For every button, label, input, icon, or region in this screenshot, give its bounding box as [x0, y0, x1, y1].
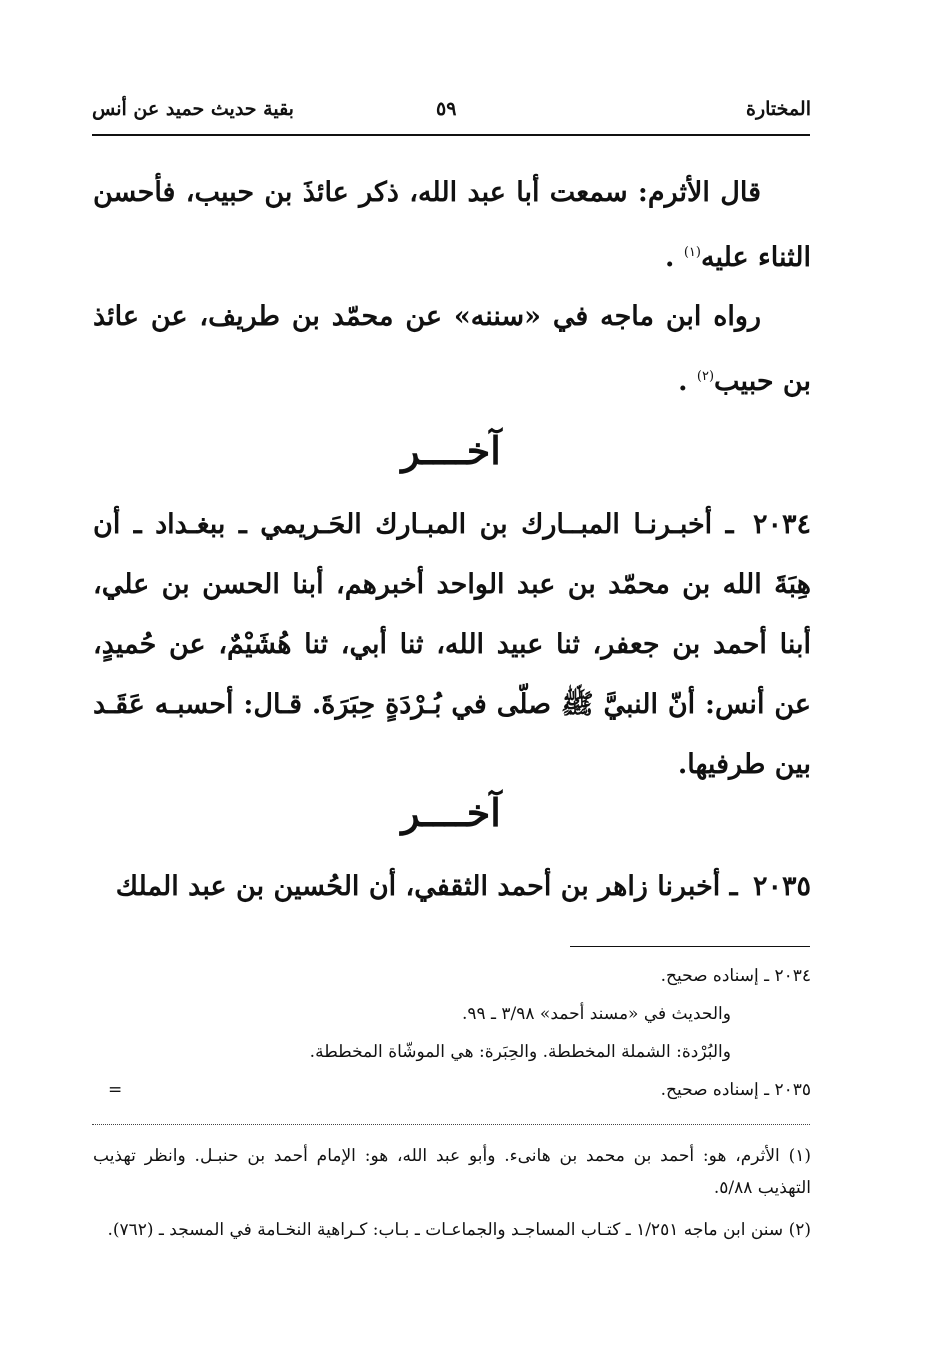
footnote-ref-2: (٢) — [696, 369, 715, 384]
hadith-text: ـ أخبـرنـا المبــارك بن المبـارك الحَـريمي ـ ببغـداد ـ أن هِبَةَ الله بن محمّد بن عبد الواحد أخبرهم، أبنا الحسن بن علي، أبنا أحمد بن جعفر، ثنا عبيد الله، ثنا أبي، ثنا هُشَيْمٌ، عن حُميدٍ، عن أنس: أنّ النبيَّ ﷺ صلّى في بُـرْدَةٍ حِبَرَةَ. قـال: أحسبـه عَقَـد بين طرفيها. — [93, 509, 811, 780]
section-heading: آخــــر — [401, 790, 501, 835]
note-isnad-2035: ٢٠٣٥ ـ إسناده صحيح. — [660, 1080, 811, 1100]
paragraph-athram: قال الأثرم: سمعت أبا عبد الله، ذكر عائذَ بن حبيب، فأحسن الثناء عليه$^{(١)}$ . — [93, 177, 811, 273]
footnote-2: (٢) سنن ابن ماجه ١/٢٥١ ـ كتـاب المساجـد والجماعـات ـ بـاب: كـراهية النخـامة في المسجد ـ (٧٦٢). — [107, 1220, 811, 1240]
header-rule — [92, 134, 810, 136]
notes-separator — [570, 946, 810, 947]
page-number: ٥٩ — [436, 98, 457, 120]
footnote-1: (١) الأثرم، هو: أحمد بن محمد بن هانىء. وأبو عبد الله، هو: الإمام أحمد بن حنبـل. وانظر تهذيب التهذيب ٥/٨٨. — [93, 1146, 811, 1198]
section-heading: آخــــر — [401, 428, 501, 473]
footnote-ref-1: (١) — [683, 245, 701, 260]
running-title-right: المختارة — [746, 98, 811, 120]
hadith-2034 — [93, 495, 811, 795]
paragraph-text: رواه ابن ماجه في «سننه» عن محمّد بن طريف، عن عائذ بن حبيب — [93, 301, 811, 397]
note-burda-definition: والبُرْدة: الشملة المخططة. والحِبَرة: هي الموشّاة المخططة. — [309, 1042, 731, 1062]
paragraph-ibn-majah: رواه ابن ماجه في «سننه» عن محمّد بن طريف، عن عائذ بن حبيب$^{(٢)}$ . — [93, 301, 811, 397]
hadith-2035 — [93, 857, 811, 917]
footnotes-separator — [92, 1124, 810, 1125]
hadith-number: ٢٠٣٥ — [752, 871, 811, 902]
running-title-left: بقية حديث حميد عن أنس — [92, 98, 294, 120]
paragraph-text: قال الأثرم: سمعت أبا عبد الله، ذكر عائذَ بن حبيب، فأحسن الثناء عليه — [93, 177, 811, 273]
note-musnad-ahmad: والحديث في «مسند أحمد» ٣/٩٨ ـ ٩٩. — [461, 1004, 731, 1024]
hadith-number: ٢٠٣٤ — [752, 509, 811, 540]
continuation-mark: = — [108, 1080, 123, 1100]
note-isnad-2034: ٢٠٣٤ ـ إسناده صحيح. — [660, 966, 811, 986]
hadith-text: ـ أخبرنا زاهر بن أحمد الثقفي، أن الحُسين بن عبد الملك — [115, 871, 738, 902]
